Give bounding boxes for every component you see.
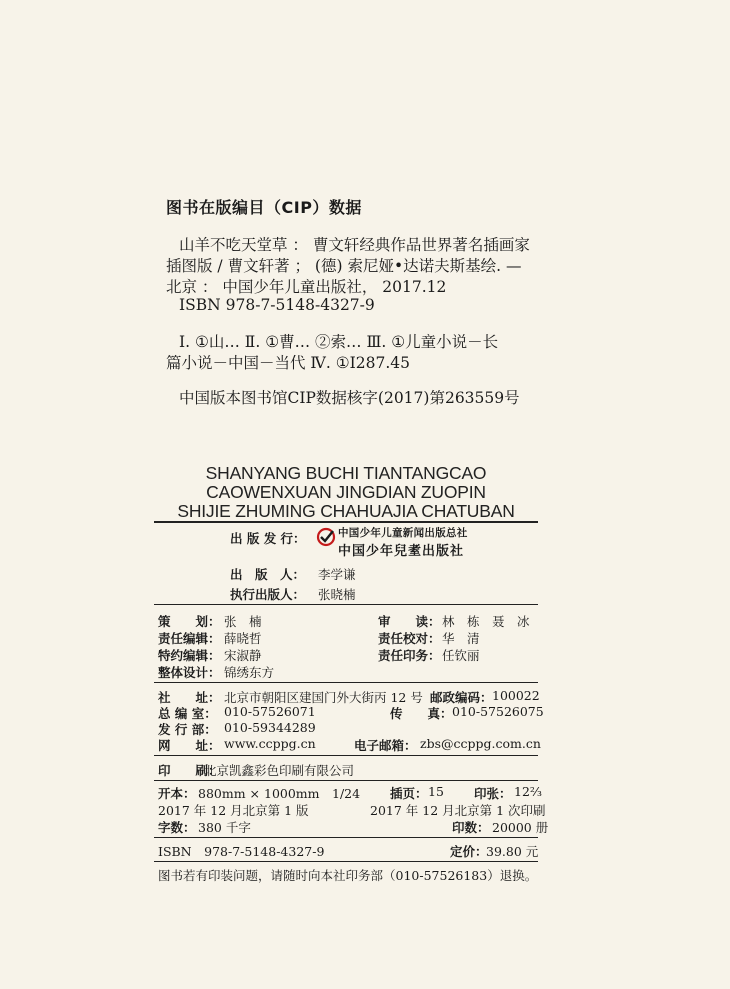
address-value: 北京市朝阳区建国门外大街丙 12 号: [224, 690, 423, 705]
format-label: 开本：: [158, 786, 196, 801]
exec-publisher-value: 张晓楠: [318, 587, 356, 602]
contact-row: [158, 720, 538, 736]
editorial-phone: 010-57526071: [224, 704, 316, 719]
staff-value: 任钦丽: [442, 648, 480, 663]
contact-row: [158, 688, 538, 704]
divider: [154, 861, 538, 862]
sheets-label: 印张：: [474, 786, 512, 801]
email-link[interactable]: zbs@ccppg.com.cn: [420, 736, 541, 751]
staff-value: 林 栋 聂 冰: [442, 614, 530, 629]
staff-row: [158, 629, 538, 645]
contact-label: 传 真：: [390, 706, 453, 721]
contact-row: [158, 736, 541, 753]
copies-label: 印数：: [452, 820, 490, 835]
contact-label: 邮政编码：: [430, 690, 493, 705]
plates-label: 插页：: [390, 786, 428, 801]
format-value: 880mm × 1000mm 1/24: [198, 786, 361, 801]
divider: [154, 780, 538, 781]
cip-line: 山羊不吃天堂草 ： 曹文轩经典作品世界著名插画家: [179, 236, 530, 254]
staff-row: [158, 663, 538, 679]
staff-value: 华 清: [442, 631, 480, 646]
divider: [154, 521, 538, 523]
contact-label: 电子邮箱：: [354, 738, 417, 753]
divider: [154, 604, 538, 605]
contact-label: 发 行 部：: [158, 722, 217, 737]
words-label: 字数：: [158, 820, 196, 835]
specs-row: [158, 801, 546, 818]
price-value: 39.80 元: [486, 844, 539, 859]
cip-line: 篇小说－中国－当代 Ⅳ. ①I287.45: [166, 354, 411, 372]
divider: [154, 837, 538, 838]
staff-row: [158, 646, 538, 662]
isbn-row: [158, 842, 538, 858]
printer-label: 印 刷：: [158, 763, 221, 778]
publisher-person-label: 出 版 人：: [230, 567, 306, 582]
publisher-logo-line2: 中国少年兒耊出版社: [338, 544, 465, 559]
contact-row: [158, 704, 544, 721]
cip-line: 北京 ： 中国少年儿童出版社， 2017.12: [166, 278, 447, 296]
cip-title: 图书在版编目（CIP）数据: [166, 198, 362, 217]
publisher-logo-line1: 中国少年儿童新闻出版总社: [338, 527, 468, 539]
english-title-line: SHANYANG BUCHI TIANTANGCAO: [205, 463, 487, 483]
plates-value: 15: [428, 784, 444, 799]
staff-value: 张 楠: [224, 614, 262, 629]
contact-label: 总 编 室：: [158, 706, 217, 721]
staff-value: 宋淑静: [224, 648, 262, 663]
staff-label: 策 划：: [158, 614, 221, 629]
publisher-label: 出 版 发 行：: [230, 531, 306, 546]
contact-label: 网 址：: [158, 738, 221, 753]
staff-row: [158, 612, 538, 628]
printing-value: 2017 年 12 月北京第 1 次印刷: [370, 803, 546, 818]
printer-value: 北京凯鑫彩色印刷有限公司: [204, 763, 355, 778]
staff-label: 责任印务：: [378, 648, 441, 663]
edition-value: 2017 年 12 月北京第 1 版: [158, 803, 309, 818]
website-link[interactable]: www.ccppg.cn: [224, 736, 316, 751]
exec-publisher-label: 执行出版人：: [230, 587, 306, 602]
contact-label: 社 址：: [158, 690, 221, 705]
divider: [154, 682, 538, 683]
publisher-person-value: 李学谦: [318, 567, 356, 582]
publisher-logo: [316, 527, 468, 559]
cip-isbn: ISBN 978-7-5148-4327-9: [179, 296, 375, 314]
staff-value: 薛晓哲: [224, 631, 262, 646]
isbn-value: ISBN 978-7-5148-4327-9: [158, 844, 325, 859]
sheets-value: 12⅔: [514, 784, 543, 799]
staff-label: 责任编辑：: [158, 631, 221, 646]
notice-text: 图书若有印装问题，请随时向本社印务部（010-57526183）退换。: [158, 868, 538, 883]
english-title-line: SHIJIE ZHUMING CHAHUAJIA CHATUBAN: [177, 501, 515, 521]
fax-value: 010-57526075: [452, 704, 544, 719]
staff-label: 整体设计：: [158, 665, 221, 680]
specs-row: [158, 784, 543, 801]
divider: [154, 755, 538, 756]
words-value: 380 千字: [198, 820, 251, 835]
specs-row: [158, 818, 549, 835]
price-label: 定价：: [450, 844, 488, 859]
cip-line: 插图版 / 曹文轩著 ； (德) 索尼娅•达诺夫斯基绘. —: [166, 257, 522, 275]
copies-value: 20000 册: [492, 820, 549, 835]
postcode-value: 100022: [492, 688, 540, 703]
distribution-phone: 010-59344289: [224, 720, 316, 735]
staff-label: 责任校对：: [378, 631, 441, 646]
staff-value: 锦绣东方: [224, 665, 275, 680]
staff-label: 审 读：: [378, 614, 441, 629]
cip-line: Ⅰ. ①山… Ⅱ. ①曹… ②索… Ⅲ. ①儿童小说－长: [179, 333, 499, 351]
publisher-logo-icon: [316, 527, 336, 547]
printer-row: [158, 761, 538, 777]
english-title-line: CAOWENXUAN JINGDIAN ZUOPIN: [206, 482, 486, 502]
staff-label: 特约编辑：: [158, 648, 221, 663]
cip-number: 中国版本图书馆CIP数据核字(2017)第263559号: [179, 389, 520, 407]
